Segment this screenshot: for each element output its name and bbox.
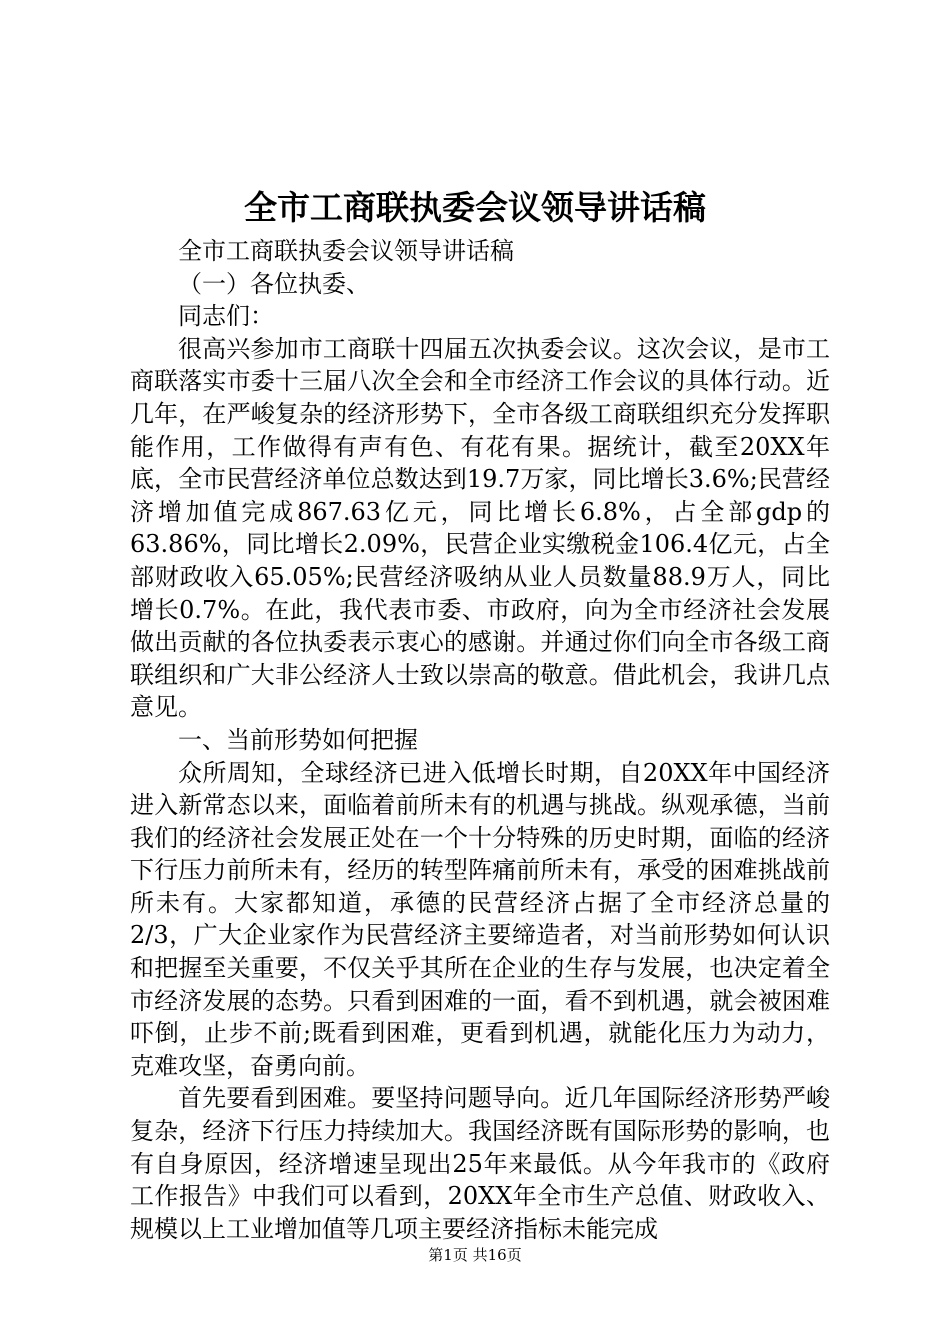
page-footer: 第1页 共16页 — [428, 1246, 522, 1264]
document-title: 全市工商联执委会议领导讲话稿 — [244, 188, 706, 227]
paragraph-salutation-2: 同志们： — [178, 302, 274, 331]
paragraph-subtitle: 全市工商联执委会议领导讲话稿 — [178, 237, 514, 265]
section-heading-1: 一、当前形势如何把握 — [178, 725, 418, 754]
paragraph-difficulties: 首先要看到困难。要坚持问题导向。近几年国际经济形势严峻复杂，经济下行压力持续加大。我国经济既有国际形势的影响，也有自身原因，经济增速呈现出25年来最低。从今年我市的《政府工作报告》中我们可以看到，20XX年全市生产总值、财政收入、规模以上工业增加值等几项主要经济指标未能完成 — [130, 1084, 830, 1243]
paragraph-salutation-1: （一）各位执委、 — [178, 269, 370, 298]
paragraph-opening: 很高兴参加市工商联十四届五次执委会议。这次会议，是市工商联落实市委十三届八次全会和全市经济工作会议的具体行动。近几年，在严峻复杂的经济形势下，全市各级工商联组织充分发挥职能作用，工作做得有声有色、有花有果。据统计，截至20XX年底，全市民营经济单位总数达到19.7万家，同比增长3.6%;民营经济增加值完成867.63亿元，同比增长6.8%，占全部gdp的63.86%，同比增长2.09%，民营企业实缴税金106.4亿元，占全部财政收入65.05%;民营经济吸纳从业人员数量88.9万人，同比增长0.7%。在此，我代表市委、市政府，向为全市经济社会发展做出贡献的各位执委表示衷心的感谢。并通过你们向全市各级工商联组织和广大非公经济人士致以崇高的敬意。借此机会，我讲几点意见。 — [130, 334, 830, 722]
paragraph-situation: 众所周知，全球经济已进入低增长时期，自20XX年中国经济进入新常态以来，面临着前所未有的机遇与挑战。纵观承德，当前我们的经济社会发展正处在一个十分特殊的历史时期，面临的经济下行压力前所未有，经历的转型阵痛前所未有，承受的困难挑战前所未有。大家都知道，承德的民营经济占据了全市经济总量的2/3，广大企业家作为民营经济主要缔造者，对当前形势如何认识和把握至关重要，不仅关乎其所在企业的生存与发展，也决定着全市经济发展的态势。只看到困难的一面，看不到机遇，就会被困难吓倒，止步不前;既看到困难，更看到机遇，就能化压力为动力，克难攻坚，奋勇向前。 — [130, 758, 830, 1080]
document-body — [130, 235, 830, 1245]
